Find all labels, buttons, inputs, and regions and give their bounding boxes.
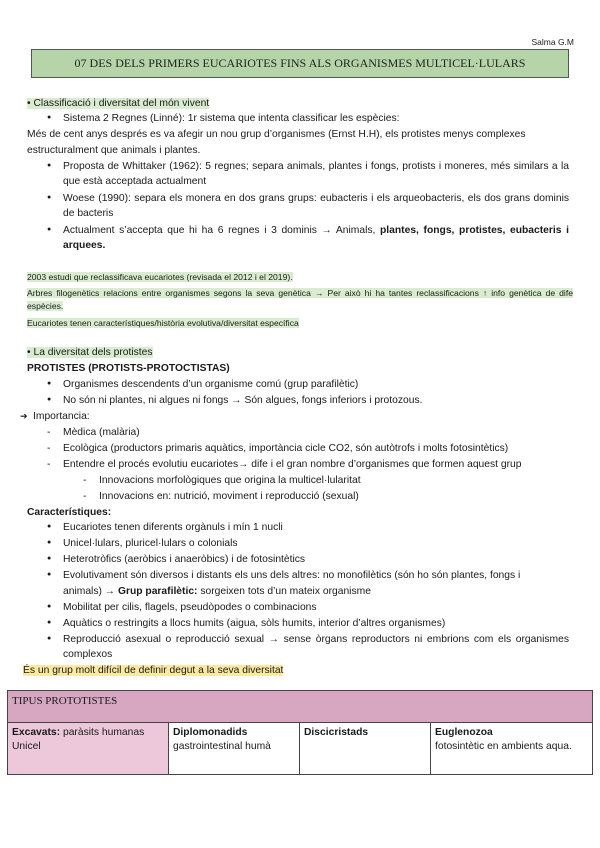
note-text: Eucariotes tenen característiques/història evolutiva/diversitat específica xyxy=(27,318,299,328)
closing-text: És un grup molt difícil de definir degut a la seva diversitat xyxy=(23,665,284,676)
section-heading-protists xyxy=(27,346,153,361)
list-item: ● Eucariotes tenen diferents orgànuls i mín 1 nucli xyxy=(63,521,283,536)
list-item xyxy=(63,224,569,254)
author-name: Salma G.M xyxy=(531,37,574,47)
table-header-row xyxy=(8,691,593,723)
page-title: 07 DES DELS PRIMERS EUCARIOTES FINS ALS ORGANISMES MULTICEL·LULARS xyxy=(31,49,569,78)
list-item: ● Reproducció asexual o reproducció sexual → sense òrgans reproductors ni embrions com els organismes complexos xyxy=(63,633,569,663)
cell-title: Excavats: xyxy=(12,727,61,738)
note-line xyxy=(27,317,299,329)
list-item: ● Unicel·lulars, pluricel·lulars o colonials xyxy=(63,537,238,552)
list-item-bold-text: plantes, fongs, protistes, eubacteris i arquees. xyxy=(63,225,569,251)
list-item: ● Aquàtics o restringits a llocs humits (aigua, sòls humits, interior d’altres organismes) xyxy=(63,617,445,632)
table-cell xyxy=(8,723,169,775)
list-item: ● No són ni plantes, ni algues ni fongs → Són algues, fongs inferiors i protozous. xyxy=(63,394,422,409)
dash-item: - Entendre el procés evolutiu eucariotes→ dife i el gran nombre d’organismes que formen aquest grup xyxy=(63,458,521,473)
cell-title: Discicristads xyxy=(304,727,369,738)
section-heading-text: • Classificació i diversitat del món vivent xyxy=(27,98,210,109)
cell-title: Euglenozoa xyxy=(435,727,493,738)
note-text: Arbres filogenètics relacions entre organismes segons la seva genètica → Per això hi ha tantes reclassificacions ↑ info genètica de dife espècies. xyxy=(27,288,573,311)
dash-item: - Ecològica (productors primaris aquàtics, importància cicle CO2, són autòtrofs i molts fotosintètics) xyxy=(63,442,508,457)
list-item: ● Organismes descendents d’un organisme comú (grup parafilètic) xyxy=(63,378,358,393)
cell-desc: Unicel xyxy=(12,740,41,752)
arrow-item-importance: ➔ Importancia: xyxy=(33,410,90,425)
list-item-text: animals) → xyxy=(63,586,116,597)
table-cell xyxy=(169,723,300,775)
list-item-text: sorgeixen tots d’un mateix organisme xyxy=(200,586,371,597)
cell-desc: gastrointestinal humà xyxy=(173,740,271,752)
note-text: 2003 estudi que reclassificava eucariotes (revisada el 2012 i el 2019). xyxy=(27,272,293,282)
table-row xyxy=(8,723,593,775)
list-item: ● Sistema 2 Regnes (Linné): 1r sistema que intenta classificar les espècies: xyxy=(63,112,400,127)
note-line xyxy=(27,271,293,283)
cell-desc: fotosintètic en ambients aqua. xyxy=(435,740,572,752)
subheading: PROTISTES (PROTISTS-PROTOCTISTAS) xyxy=(27,363,230,374)
protists-types-table xyxy=(7,690,593,775)
cell-inline-desc: paràsits humanas xyxy=(62,727,145,738)
sub-dash-item: - Innovacions en: nutrició, moviment i reproducció (sexual) xyxy=(99,490,359,505)
list-item-bold-text: Grup parafilètic: xyxy=(117,586,198,597)
table-cell xyxy=(431,723,593,775)
section-heading-classification xyxy=(27,97,209,112)
cell-title: Diplomonadids xyxy=(173,727,248,738)
list-item-continuation xyxy=(63,585,371,600)
list-item: ● Mobilitat per cilis, flagels, pseudòpodes o combinacions xyxy=(63,601,317,616)
closing-line xyxy=(23,664,283,679)
list-item: ● Woese (1990): separa els monera en dos grans grups: eubacteris i els arqueobacteris, els dos grans dominis de bacteris xyxy=(63,192,569,222)
note-line xyxy=(27,287,573,313)
list-item: ● Heterotròfics (aeròbics i anaeròbics) i de fotosintètics xyxy=(63,553,305,568)
dash-item: - Mèdica (malària) xyxy=(63,426,140,441)
list-item: ● Evolutivament són diversos i distants els uns dels altres: no monofilètics (són ho són plantes, fongs i xyxy=(63,569,520,584)
table-cell xyxy=(300,723,431,775)
section-heading-text: • La diversitat dels protistes xyxy=(27,347,153,358)
list-item: ● Proposta de Whittaker (1962): 5 regnes; separa animals, plantes i fongs, protists i moneres, més similars a la que està acceptada actualment xyxy=(63,160,569,190)
paragraph-line: Més de cent anys després es va afegir un nou grup d’organismes (Ernst H.H), els protistes menys complexes xyxy=(27,129,526,140)
sub-dash-item: - Innovacions morfològiques que origina la multicel·lularitat xyxy=(99,474,361,489)
characteristics-heading: Característiques: xyxy=(27,507,112,518)
list-item-text: Actualment s’accepta que hi ha 6 regnes i 3 dominis → Animals, xyxy=(63,225,376,236)
paragraph-line: estructuralment que animals i plantes. xyxy=(27,145,201,156)
table-header: TIPUS PROTOTISTES xyxy=(8,691,593,723)
